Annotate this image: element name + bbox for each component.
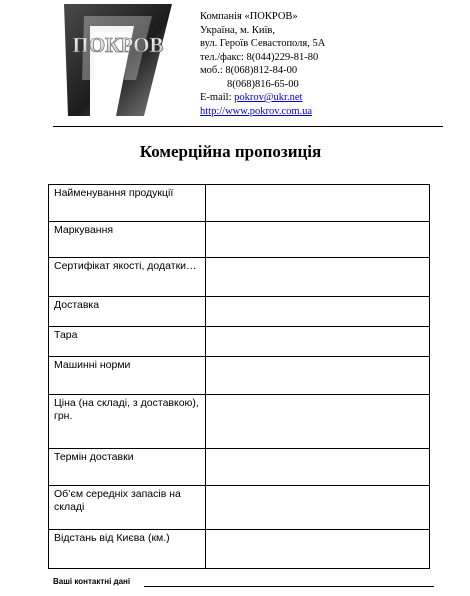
email-label: E-mail:: [200, 92, 232, 103]
row-value-field[interactable]: [206, 530, 430, 569]
company-email-line: [200, 91, 460, 105]
row-value-field[interactable]: [206, 357, 430, 395]
company-street: вул. Героїв Севастополя, 5А: [200, 38, 326, 49]
company-contact-block: [200, 10, 460, 118]
row-label: Об’єм середніх запасів на складі: [49, 486, 206, 530]
row-label: Машинні норми: [49, 357, 206, 395]
company-tel-fax: тел./факс: 8(044)229-81-80: [200, 51, 319, 63]
contacts-label: Ваші контактні дані: [53, 577, 131, 586]
table-row: [49, 530, 430, 569]
row-value-field[interactable]: [206, 449, 430, 486]
table-row: [49, 327, 430, 357]
offer-form-table: [48, 184, 430, 569]
row-label: Відстань від Києва (км.): [49, 530, 206, 569]
row-label: Найменування продукції: [49, 185, 206, 222]
row-label: Доставка: [49, 297, 206, 327]
contacts-input-line[interactable]: [144, 586, 434, 587]
row-value-field[interactable]: [206, 327, 430, 357]
table-row: [49, 185, 430, 222]
table-row: [49, 258, 430, 297]
table-row: [49, 395, 430, 449]
company-city: Україна, м. Київ,: [200, 24, 275, 36]
table-row: [49, 297, 430, 327]
table-row: [49, 449, 430, 486]
header-divider: [53, 126, 443, 127]
row-value-field[interactable]: [206, 486, 430, 530]
row-label: Сертифікат якості, додатки…: [49, 258, 206, 297]
company-mobile-2: 8(068)816-65-00: [227, 78, 299, 90]
row-label: Тара: [49, 327, 206, 357]
table-row: [49, 486, 430, 530]
table-row: [49, 222, 430, 258]
email-link[interactable]: pokrov@ukr.net: [234, 92, 303, 103]
row-label: Маркування: [49, 222, 206, 258]
row-value-field[interactable]: [206, 395, 430, 449]
company-name: Компанія «ПОКРОВ»: [200, 11, 298, 22]
logo-wordmark: ПОКРОВ: [72, 33, 164, 57]
row-label: Термін доставки: [49, 449, 206, 486]
row-value-field[interactable]: [206, 297, 430, 327]
company-website-line: [200, 105, 460, 119]
row-value-field[interactable]: [206, 185, 430, 222]
row-label: Ціна (на складі, з доставкою), грн.: [49, 395, 206, 449]
document-title: Комерційна пропозиція: [139, 142, 322, 161]
row-value-field[interactable]: [206, 222, 430, 258]
table-row: [49, 357, 430, 395]
company-mobile-1: моб.: 8(068)812-84-00: [200, 65, 298, 76]
pokrov-logo: [60, 2, 176, 118]
website-link[interactable]: http://www.pokrov.com.ua: [200, 105, 313, 117]
row-value-field[interactable]: [206, 258, 430, 297]
